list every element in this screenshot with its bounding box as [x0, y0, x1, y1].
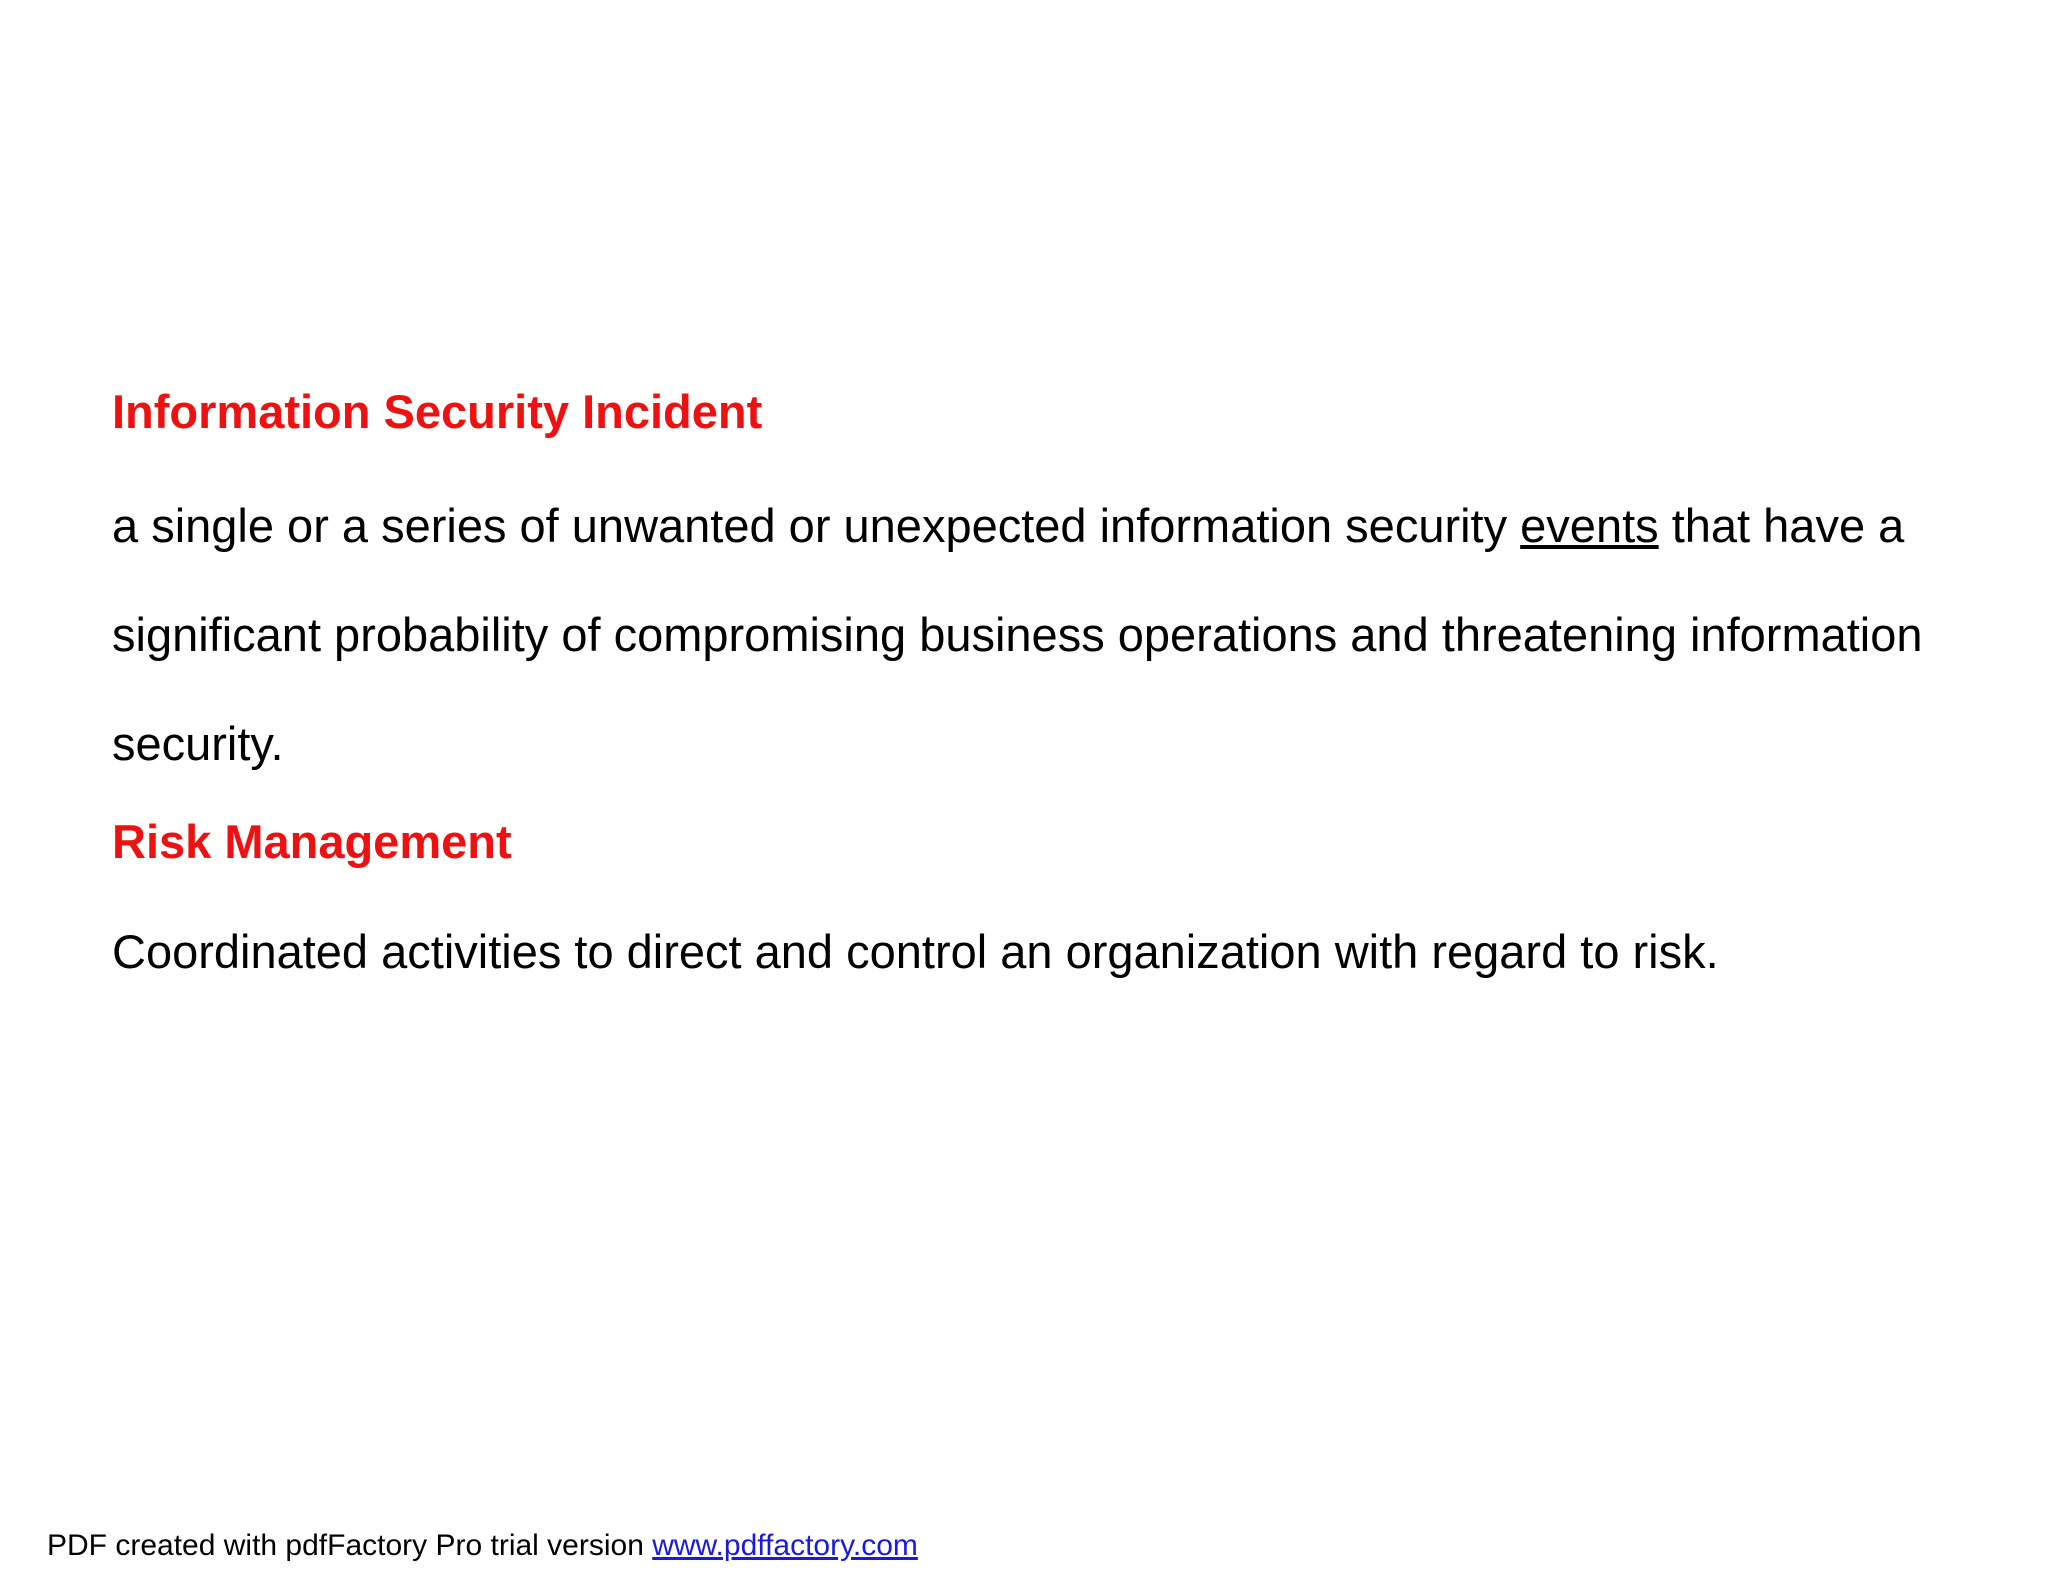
events-term-link[interactable]: events	[1520, 499, 1659, 552]
definition-risk-management: Coordinated activities to direct and control an organization with regard to risk.	[112, 925, 1719, 978]
pdf-footer	[47, 1528, 918, 1564]
term-heading-risk-management: Risk Management	[112, 815, 512, 868]
glossary-content	[112, 382, 1992, 1006]
term-heading-information-security-incident: Information Security Incident	[112, 385, 763, 438]
definition-text-start: a single or a series of unwanted or unexpected information security	[112, 499, 1521, 552]
pdffactory-link[interactable]: www.pdffactory.com	[652, 1529, 918, 1562]
footer-text: PDF created with pdfFactory Pro trial version	[47, 1529, 653, 1562]
definition-text-end: that have a significant probability of compromising business operations and threatening information security.	[112, 499, 1923, 770]
definition-information-security-incident	[112, 471, 1992, 798]
